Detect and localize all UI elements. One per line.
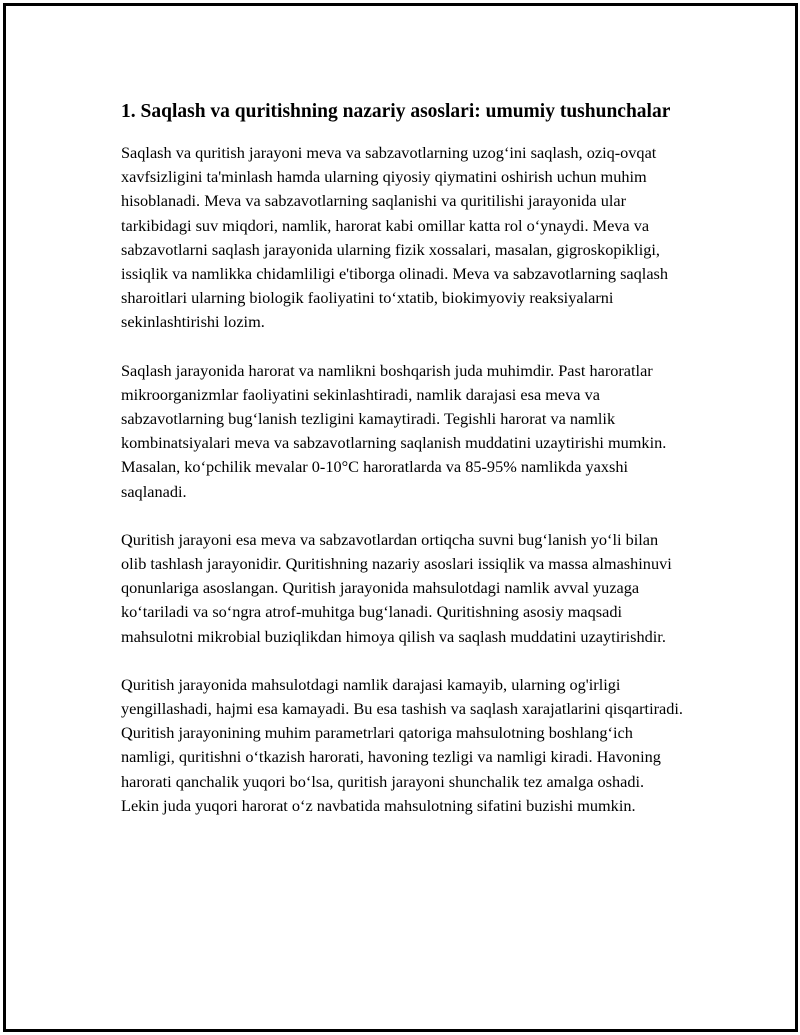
paragraph-2: Saqlash jarayonida harorat va namlikni boshqarish juda muhimdir. Past haroratlar mikroorganizmlar faoliyatini sekinlashtiradi, namlik darajasi esa meva va sabzavotlarning bug‘lanish tezligini kamaytiradi. Tegishli harorat va namlik kombinatsiyalari meva va sabzavotlarning saqlanish muddatini uzaytirishi mumkin. Masalan, ko‘pchilik mevalar 0-10°C haroratlarda va 85-95% namlikda yaxshi saqlanadi. [121, 360, 667, 501]
document-body [121, 98, 686, 842]
paragraph-4: Quritish jarayonida mahsulotdagi namlik darajasi kamayib, ularning og'irligi yengillashadi, hajmi esa kamayadi. Bu esa tashish va saqlash xarajatlarini qisqartiradi. Quritish jarayonining muhim parametrlari qatoriga mahsulotning boshlang‘ich namligi, quritishni o‘tkazish harorati, havoning tezligi va namligi kiradi. Havoning harorati qanchalik yuqori bo‘lsa, quritish jarayoni shunchalik tez amalga oshadi. Lekin juda yuqori harorat o‘z navbatida mahsulotning sifatini buzishi mumkin. [121, 674, 683, 815]
section-title: 1. Saqlash va quritishning nazariy asoslari: umumiy tushunchalar [121, 101, 671, 122]
page-frame [3, 3, 798, 1032]
paragraph-1: Saqlash va quritish jarayoni meva va sabzavotlarning uzog‘ini saqlash, oziq-ovqat xavfsizligini ta'minlash hamda ularning qiyosiy qiymatini oshirish uchun muhim hisoblanadi. Meva va sabzavotlarning saqlanishi va quritilishi jarayonida ular tarkibidagi suv miqdori, namlik, harorat kabi omillar katta rol o‘ynaydi. Meva va sabzavotlarni saqlash jarayonida ularning fizik xossalari, masalan, gigroskopikligi, issiqlik va namlikka chidamliligi e'tiborga olinadi. Meva va sabzavotlarning saqlash sharoitlari ularning biologik faoliyatini to‘xtatib, biokimyoviy reaksiyalarni sekinlashtirishi lozim. [121, 143, 669, 332]
paragraph-3: Quritish jarayoni esa meva va sabzavotlardan ortiqcha suvni bug‘lanish yo‘li bilan olib tashlash jarayonidir. Quritishning nazariy asoslari issiqlik va massa almashinuvi qonunlariga asoslangan. Quritish jarayonida mahsulotdagi namlik avval yuzaga ko‘tariladi va so‘ngra atrof-muhitga bug‘lanadi. Quritishning asosiy maqsadi mahsulotni mikrobial buziqlikdan himoya qilish va saqlash muddatini uzaytirishdir. [121, 529, 672, 646]
